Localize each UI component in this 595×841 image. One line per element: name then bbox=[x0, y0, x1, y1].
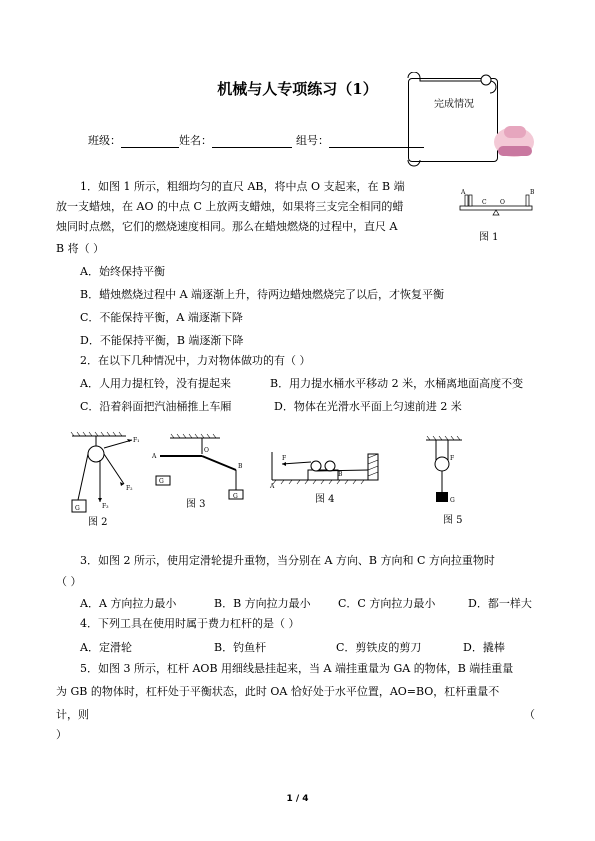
q4-option-b: B．钓鱼杆 bbox=[214, 641, 267, 654]
svg-text:G: G bbox=[159, 478, 164, 485]
svg-text:G: G bbox=[450, 497, 455, 504]
figure-1-ruler bbox=[458, 186, 536, 230]
q2-option-b: B．用力提水桶水平移动 2 米，水桶离地面高度不变 bbox=[270, 377, 524, 390]
svg-text:B: B bbox=[338, 471, 343, 478]
group-label: 组号： bbox=[296, 134, 329, 147]
q1-line-3: 烛同时点燃，它们的燃烧速度相同。那么在蜡烛燃烧的过程中，直尺 A bbox=[56, 220, 398, 233]
q2-stem: 2．在以下几种情况中，力对物体做功的有（ ） bbox=[80, 354, 311, 367]
q5-line-3: 计，则 bbox=[56, 708, 89, 721]
class-field[interactable] bbox=[121, 136, 179, 148]
q3-option-c: C．C 方向拉力最小 bbox=[338, 597, 436, 610]
decorative-scroll-icon bbox=[490, 118, 540, 166]
svg-text:G: G bbox=[233, 493, 238, 500]
q4-option-a: A．定滑轮 bbox=[80, 641, 132, 654]
svg-text:F: F bbox=[282, 455, 287, 462]
q1-option-a: A．始终保持平衡 bbox=[80, 265, 165, 278]
figure-2-pulley bbox=[66, 430, 156, 514]
figure-1-caption: 图 1 bbox=[479, 232, 499, 243]
svg-text:B: B bbox=[530, 189, 535, 196]
name-field[interactable] bbox=[212, 136, 292, 148]
svg-text:A: A bbox=[270, 483, 275, 490]
svg-text:A: A bbox=[461, 189, 466, 196]
q5-line-1: 5．如图 3 所示，杠杆 AOB 用细线悬挂起来，当 A 端挂重量为 GA 的物体，B 端挂重量 bbox=[80, 662, 514, 675]
svg-text:A: A bbox=[152, 453, 157, 460]
name-label: 姓名： bbox=[179, 134, 212, 147]
q2-option-d: D．物体在光滑水平面上匀速前进 2 米 bbox=[274, 400, 462, 413]
q5-paren-open: （ bbox=[524, 708, 535, 721]
figure-3-lever bbox=[150, 432, 250, 502]
q1-line-2: 放一支蜡烛，在 AO 的中点 C 上放两支蜡烛，如果将三支完全相同的蜡 bbox=[56, 200, 404, 213]
svg-text:F₃: F₃ bbox=[102, 503, 109, 510]
figure-2-caption: 图 2 bbox=[88, 517, 108, 528]
q3-option-a: A．A 方向拉力最小 bbox=[80, 597, 177, 610]
q1-option-c: C．不能保持平衡，A 端逐渐下降 bbox=[80, 311, 243, 324]
q5-line-2: 为 GB 的物体时，杠杆处于平衡状态，此时 OA 恰好处于水平位置，AO=BO，杠杆重量不 bbox=[56, 685, 500, 698]
svg-text:O: O bbox=[500, 199, 505, 206]
q3-option-d: D．都一样大 bbox=[468, 597, 532, 610]
completion-label: 完成情况 bbox=[434, 99, 474, 110]
q1-option-b: B．蜡烛燃烧过程中 A 端逐渐上升，待两边蜡烛燃烧完了以后，才恢复平衡 bbox=[80, 288, 445, 301]
q3-option-b: B．B 方向拉力最小 bbox=[214, 597, 311, 610]
q1-line-4: B 将（ ） bbox=[56, 242, 105, 255]
page-title: 机械与人专项练习（1） bbox=[217, 80, 378, 98]
figure-5-movable-pulley bbox=[424, 436, 464, 510]
q4-stem: 4．下列工具在使用时属于费力杠杆的是（ ） bbox=[80, 617, 300, 630]
figure-3-caption: 图 3 bbox=[186, 499, 206, 510]
student-info-row bbox=[88, 132, 424, 148]
q3-stem: 3．如图 2 所示，使用定滑轮提升重物，当分别在 A 方向、B 方向和 C 方向拉重物时 bbox=[80, 554, 495, 567]
scroll-curl-icon bbox=[400, 72, 504, 168]
q1-option-d: D．不能保持平衡，B 端逐渐下降 bbox=[80, 334, 244, 347]
svg-text:C: C bbox=[482, 199, 487, 206]
group-field[interactable] bbox=[329, 136, 424, 148]
class-label: 班级： bbox=[88, 134, 121, 147]
svg-text:F: F bbox=[450, 455, 455, 462]
svg-text:G: G bbox=[75, 505, 80, 512]
svg-text:F₁: F₁ bbox=[133, 437, 140, 444]
figure-4-pulley-system bbox=[268, 444, 384, 490]
page-number: 1 / 4 bbox=[286, 794, 309, 804]
figure-4-caption: 图 4 bbox=[315, 494, 335, 505]
q3-paren: （ ） bbox=[56, 575, 82, 588]
svg-text:B: B bbox=[238, 463, 243, 470]
q1-line-1: 1．如图 1 所示，粗细均匀的直尺 AB，将中点 O 支起来，在 B 端 bbox=[80, 180, 405, 193]
q2-option-c: C．沿着斜面把汽油桶推上车厢 bbox=[80, 400, 232, 413]
svg-text:F₂: F₂ bbox=[126, 485, 133, 492]
q4-option-d: D．撬棒 bbox=[463, 641, 505, 654]
q2-option-a: A．人用力提杠铃，没有提起来 bbox=[80, 377, 231, 390]
q4-option-c: C．剪铁皮的剪刀 bbox=[336, 641, 422, 654]
svg-text:O: O bbox=[204, 447, 209, 454]
q5-paren-close: ） bbox=[56, 728, 67, 741]
figure-5-caption: 图 5 bbox=[443, 515, 463, 526]
